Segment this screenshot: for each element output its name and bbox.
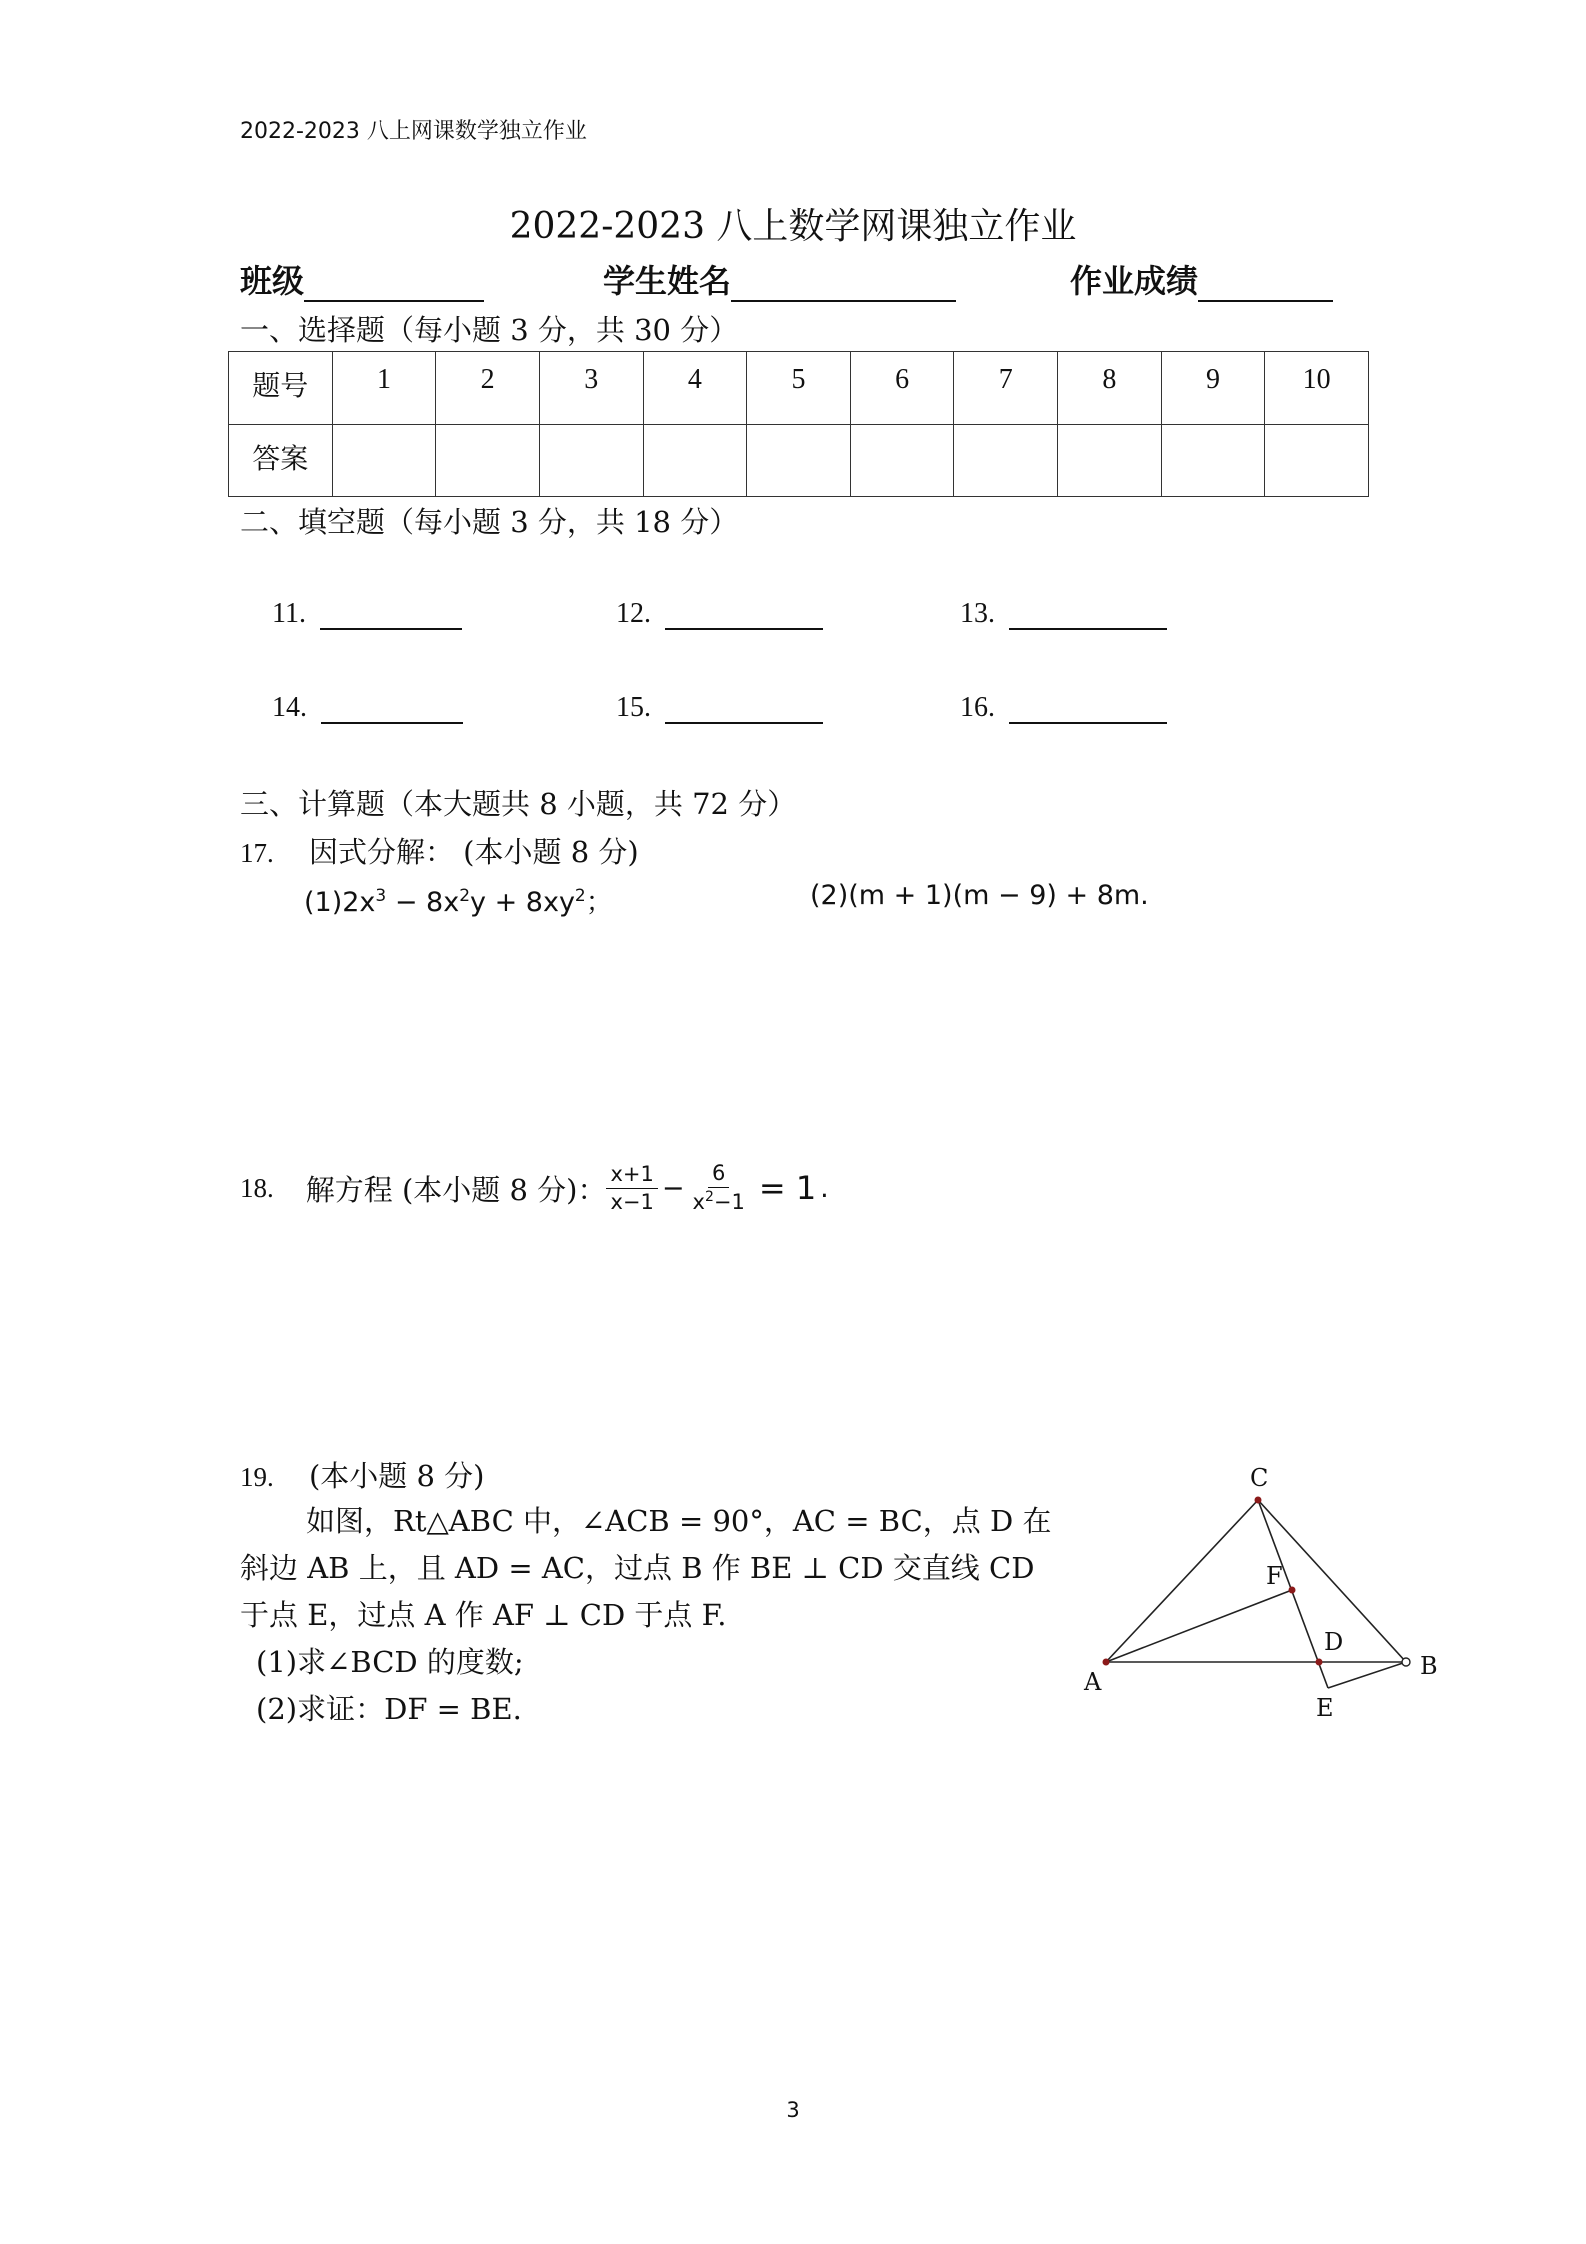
- name-field[interactable]: [603, 256, 956, 302]
- point-f: [1289, 1587, 1296, 1594]
- fill-blank[interactable]: [665, 604, 823, 630]
- q18: [240, 1160, 829, 1217]
- q17-p1-exp3: 2: [574, 886, 586, 906]
- fill-number: 16.: [960, 692, 995, 723]
- question-number: 6: [850, 352, 954, 425]
- point-b: [1402, 1658, 1410, 1666]
- page-title: 2022-2023 八上数学网课独立作业: [509, 206, 1077, 247]
- q18-fraction-2: [689, 1160, 749, 1217]
- q17-text: 因式分解： (本小题 8 分): [308, 835, 639, 869]
- fill-blank[interactable]: [1009, 604, 1167, 630]
- q18-frac2-den-tail: −1: [713, 1190, 745, 1215]
- score-field[interactable]: [1070, 256, 1333, 302]
- answer-cell[interactable]: [436, 424, 540, 497]
- segment-ac: [1106, 1500, 1258, 1662]
- answer-cell[interactable]: [539, 424, 643, 497]
- label-c: C: [1250, 1464, 1269, 1492]
- q18-period: .: [820, 1172, 829, 1204]
- q19-number: 19.: [240, 1462, 274, 1492]
- fill-number: 13.: [960, 598, 995, 629]
- page-number: 3: [786, 2098, 800, 2122]
- section3-heading: 三、计算题（本大题共 8 小题，共 72 分）: [240, 787, 797, 821]
- q19-header: [240, 1454, 484, 1495]
- fill-item-14: [272, 692, 463, 724]
- question-number: 3: [539, 352, 643, 425]
- q18-number: 18.: [240, 1172, 274, 1203]
- point-d: [1316, 1659, 1323, 1666]
- q19-points: (本小题 8 分): [308, 1459, 485, 1493]
- q18-frac1-denominator: x−1: [610, 1189, 654, 1214]
- question-number: 9: [1161, 352, 1265, 425]
- point-c: [1255, 1497, 1262, 1504]
- name-blank[interactable]: [731, 268, 956, 302]
- q17-p1-a: (1)2x: [304, 887, 376, 918]
- q18-minus: −: [661, 1172, 685, 1204]
- row-label-number: 题号: [229, 352, 333, 425]
- fill-item-11: [272, 598, 462, 630]
- answer-cell[interactable]: [747, 424, 851, 497]
- answer-cell[interactable]: [850, 424, 954, 497]
- question-number: 4: [643, 352, 747, 425]
- class-label: 班级: [240, 262, 305, 300]
- fill-number: 15.: [616, 692, 651, 723]
- q17-header: [240, 830, 639, 871]
- q18-fraction-1: [606, 1161, 657, 1217]
- question-number: 5: [747, 352, 851, 425]
- fill-number: 11.: [272, 598, 306, 629]
- q17-p1-c: y + 8xy: [470, 887, 575, 918]
- answer-cell[interactable]: [1058, 424, 1162, 497]
- q19-line2: 斜边 AB 上，且 AD = AC，过点 B 作 BE ⊥ CD 交直线 CD: [240, 1551, 1035, 1585]
- label-a: A: [1084, 1668, 1102, 1696]
- fill-blank[interactable]: [320, 604, 462, 630]
- label-b: B: [1420, 1652, 1438, 1680]
- q19-sub2: (2)求证：DF = BE.: [256, 1692, 522, 1726]
- label-d: D: [1324, 1628, 1344, 1656]
- q17-number: 17.: [240, 838, 274, 868]
- answer-cell[interactable]: [1265, 424, 1369, 497]
- class-blank[interactable]: [304, 268, 484, 302]
- section2-heading: 二、填空题（每小题 3 分，共 18 分）: [240, 505, 739, 539]
- triangle-figure: [1070, 1460, 1470, 1720]
- answer-cell[interactable]: [1161, 424, 1265, 497]
- segment-be: [1328, 1662, 1406, 1688]
- fill-item-15: [616, 692, 823, 724]
- answer-table-answer-row: [229, 424, 1369, 497]
- q18-frac2-den-base: x: [692, 1190, 705, 1215]
- fill-item-16: [960, 692, 1167, 724]
- q19-line1: 如图，Rt△ABC 中，∠ACB = 90°，AC = BC，点 D 在: [306, 1504, 1052, 1538]
- label-e: E: [1316, 1694, 1334, 1720]
- question-number: 8: [1058, 352, 1162, 425]
- name-label: 学生姓名: [603, 262, 732, 300]
- segment-af: [1106, 1590, 1292, 1662]
- q17-part1: [304, 880, 613, 919]
- point-a: [1103, 1659, 1110, 1666]
- fill-number: 14.: [272, 692, 307, 723]
- q18-text: 解方程 (本小题 8 分)：: [305, 1172, 607, 1207]
- q18-frac2-den-exp: 2: [704, 1189, 714, 1206]
- answer-table-number-row: [229, 352, 1369, 425]
- q17-p1-exp1: 3: [375, 886, 387, 906]
- label-f: F: [1266, 1562, 1283, 1590]
- question-number: 7: [954, 352, 1058, 425]
- running-header: 2022-2023 八上网课数学独立作业: [240, 119, 587, 144]
- question-number: 10: [1265, 352, 1369, 425]
- q17-p1-b: − 8x: [386, 887, 460, 918]
- fill-blank[interactable]: [1009, 698, 1167, 724]
- fill-item-13: [960, 598, 1167, 630]
- fill-item-12: [616, 598, 823, 630]
- section1-heading: 一、选择题（每小题 3 分，共 30 分）: [240, 313, 739, 347]
- q18-frac2-numerator: 6: [708, 1160, 729, 1188]
- class-field[interactable]: [240, 256, 484, 302]
- q18-frac2-denominator: [689, 1188, 749, 1216]
- q19-line3: 于点 E，过点 A 作 AF ⊥ CD 于点 F.: [240, 1598, 727, 1632]
- q19-sub1: (1)求∠BCD 的度数;: [256, 1645, 524, 1679]
- answer-cell[interactable]: [643, 424, 747, 497]
- fill-number: 12.: [616, 598, 651, 629]
- q17-p1-exp2: 2: [459, 886, 471, 906]
- question-number: 2: [436, 352, 540, 425]
- score-label: 作业成绩: [1070, 262, 1199, 300]
- q18-rhs: = 1: [758, 1169, 817, 1208]
- q17-p1-d: ；: [585, 887, 613, 918]
- fill-blank[interactable]: [665, 698, 823, 724]
- answer-cell[interactable]: [332, 424, 436, 497]
- answer-table: [228, 351, 1369, 497]
- answer-cell[interactable]: [954, 424, 1058, 497]
- fill-blank[interactable]: [321, 698, 463, 724]
- question-number: 1: [332, 352, 436, 425]
- q17-part2: (2)(m + 1)(m − 9) + 8m.: [810, 880, 1149, 911]
- row-label-answer: 答案: [229, 424, 333, 497]
- score-blank[interactable]: [1198, 268, 1333, 302]
- q18-frac1-numerator: x+1: [606, 1161, 657, 1189]
